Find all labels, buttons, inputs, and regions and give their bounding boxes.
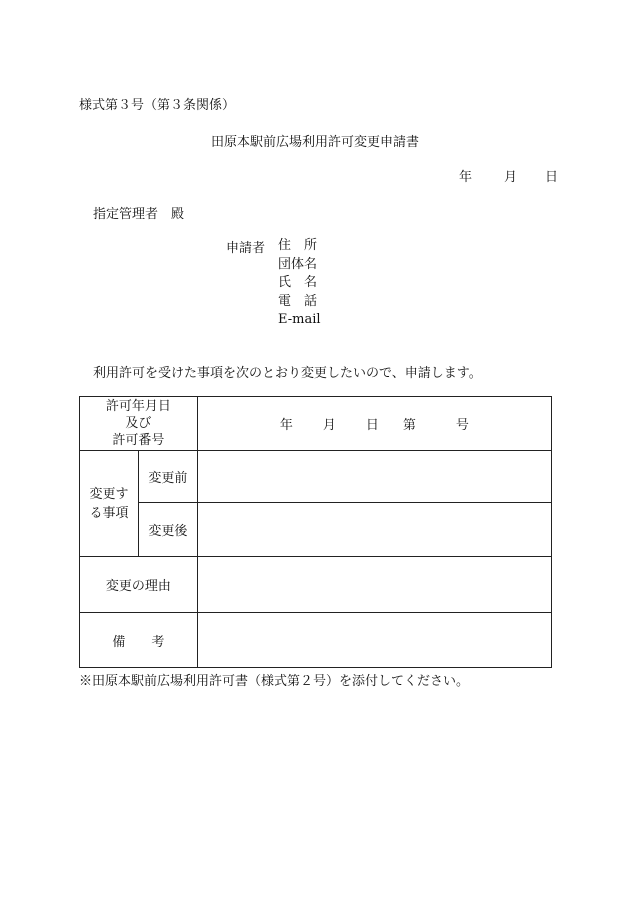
permit-day: 日 <box>365 418 379 433</box>
remarks-value-cell[interactable] <box>197 613 551 668</box>
field-email: E-mail <box>278 312 321 327</box>
addressee: 指定管理者 殿 <box>93 207 185 222</box>
permit-month: 月 <box>322 418 336 433</box>
change-group-cell <box>80 451 139 557</box>
permit-label-line-1: 許可年月日 <box>105 399 171 414</box>
date-year: 年 <box>459 170 473 185</box>
after-row <box>80 503 552 557</box>
footnote: ※田原本駅前広場利用許可書（様式第２号）を添付してください。 <box>79 674 470 689</box>
form-number: 様式第３号（第３条関係） <box>79 98 236 113</box>
permit-value-cell[interactable] <box>197 397 551 451</box>
reason-value-cell[interactable] <box>197 557 551 613</box>
after-value-cell[interactable] <box>197 503 551 557</box>
change-form-table <box>79 396 552 668</box>
reason-row <box>80 557 552 613</box>
permit-dai: 第 <box>402 418 416 433</box>
permit-row <box>80 397 552 451</box>
permit-year: 年 <box>279 418 293 433</box>
remarks-label: 備 考 <box>80 613 198 668</box>
field-phone: 電 話 <box>278 293 318 309</box>
permit-go: 号 <box>455 418 469 433</box>
before-value-cell[interactable] <box>197 451 551 503</box>
date-month: 月 <box>504 170 518 185</box>
change-group-line-2: る事項 <box>89 505 129 521</box>
permit-label-line-2: 及び <box>125 416 152 431</box>
permit-label-cell <box>80 397 198 451</box>
after-label: 変更後 <box>138 503 197 557</box>
date-day: 日 <box>545 170 559 185</box>
before-label: 変更前 <box>138 451 197 503</box>
field-address: 住 所 <box>278 238 318 253</box>
before-row <box>80 451 552 503</box>
date-line <box>459 166 558 185</box>
permit-label-line-3: 許可番号 <box>112 433 165 448</box>
intro-text: 利用許可を受けた事項を次のとおり変更したいので、申請します。 <box>93 366 482 381</box>
field-name: 氏 名 <box>278 275 318 290</box>
change-group-line-1: 変更す <box>89 486 129 502</box>
document-title: 田原本駅前広場利用許可変更申請書 <box>210 135 419 150</box>
remarks-row <box>80 613 552 668</box>
field-organization: 団体名 <box>278 256 318 272</box>
applicant-fields <box>278 237 321 330</box>
applicant-label: 申請者 <box>226 241 266 256</box>
reason-label: 変更の理由 <box>80 557 198 613</box>
